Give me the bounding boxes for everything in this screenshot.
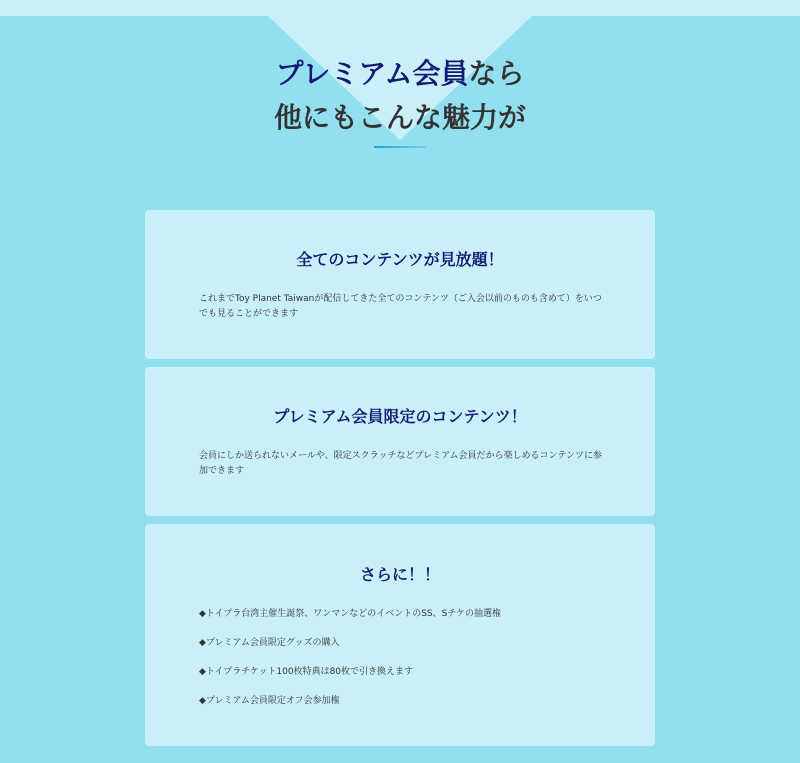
- heading-tail: なら: [468, 57, 525, 90]
- heading-line-1: [0, 52, 800, 96]
- list-item: ◆プレミアム会員限定グッズの購入: [199, 638, 340, 648]
- heading-line-2: 他にもこんな魅力が: [273, 101, 526, 134]
- list-item: ◆プレミアム会員限定オフ会参加権: [199, 696, 340, 706]
- card-title: さらに！！: [359, 565, 440, 584]
- heading-accent: プレミアム会員: [275, 57, 469, 90]
- heading-underline: [374, 146, 426, 148]
- feature-card-all-contents: [145, 210, 655, 359]
- feature-card-more: [145, 524, 655, 746]
- list-item: ◆トイプラチケット100枚特典は80枚で引き換えます: [199, 667, 414, 677]
- card-body: 会員にしか送られないメールや、限定スクラッチなどプレミアム会員だから楽しめるコンテンツに参加できます: [199, 451, 603, 476]
- card-body: これまでToy Planet Taiwanが配信してきた全てのコンテンツ（ご入会以前のものも含めて）をいつでも見ることができます: [199, 294, 602, 319]
- feature-card-member-only: [145, 367, 655, 516]
- card-title: プレミアム会員限定のコンテンツ！: [273, 407, 527, 426]
- section-heading: [0, 52, 800, 140]
- list-item: ◆トイプラ台湾主催生誕祭、ワンマンなどのイベントのSS、Sチケの抽選権: [199, 609, 501, 619]
- card-title: 全てのコンテンツが見放題！: [296, 250, 504, 269]
